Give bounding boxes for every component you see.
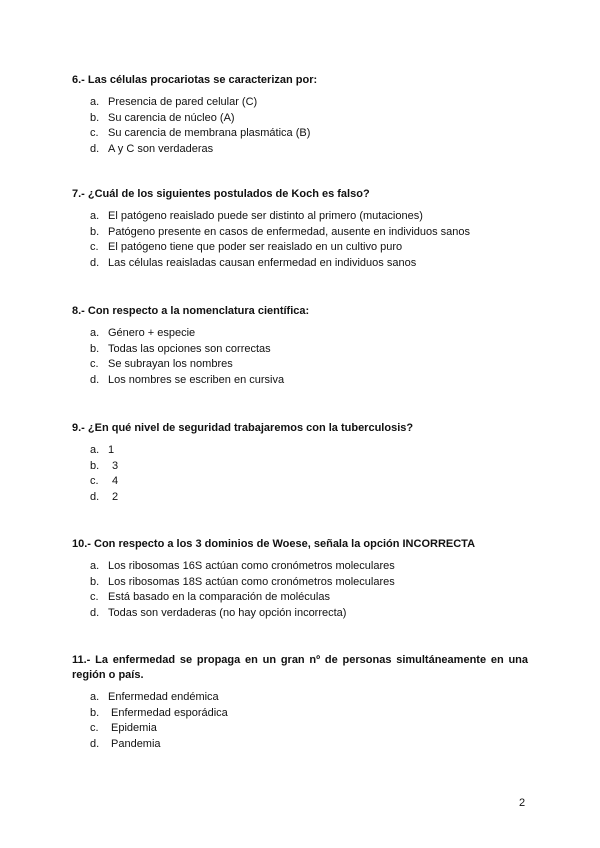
option-text: A y C son verdaderas (108, 142, 214, 155)
option-text: El patógeno reaislado puede ser distinto al primero (mutaciones) (108, 210, 423, 222)
option-letter: d. (90, 606, 100, 619)
options-list (72, 443, 528, 505)
option-item (72, 590, 528, 606)
option-item (72, 126, 528, 142)
option-text: Género + especie (108, 327, 196, 339)
option-item (72, 240, 528, 256)
option-text: Su carencia de membrana plasmática (B) (108, 127, 311, 139)
option-letter: c. (90, 241, 99, 253)
option-letter: b. (90, 706, 100, 719)
options-list (72, 326, 528, 388)
option-item (72, 490, 528, 506)
option-letter: c. (90, 475, 99, 487)
option-item (72, 721, 528, 737)
option-text: Enfermedad endémica (108, 691, 219, 703)
option-text: Patógeno presente en casos de enfermedad, ausente en individuos sanos (108, 225, 471, 238)
option-text: Los ribosomas 18S actúan como cronómetros moleculares (108, 575, 395, 588)
option-text: Epidemia (111, 722, 157, 734)
option-letter: c. (90, 127, 99, 139)
option-text: El patógeno tiene que poder ser reaislado en un cultivo puro (108, 241, 403, 253)
question-title: 10.- Con respecto a los 3 dominios de Woese, señala la opción INCORRECTA (72, 538, 476, 550)
option-letter: a. (90, 444, 100, 456)
option-letter: a. (90, 210, 100, 222)
option-text: Pandemia (111, 737, 161, 750)
option-text: Todas las opciones son correctas (108, 342, 271, 355)
question-title: 6.- Las células procariotas se caracterizan por: (72, 74, 318, 86)
option-letter: d. (90, 142, 100, 155)
option-item (72, 737, 528, 753)
option-item (72, 225, 528, 241)
option-letter: d. (90, 256, 100, 269)
option-text: 1 (108, 444, 115, 456)
option-item (72, 606, 528, 622)
option-letter: a. (90, 560, 100, 572)
question-title: 8.- Con respecto a la nomenclatura científica: (72, 305, 310, 317)
question-8 (72, 304, 528, 388)
page-number: 2 (519, 797, 526, 809)
option-letter: b. (90, 575, 100, 588)
options-list (72, 690, 528, 752)
options-list (72, 209, 528, 271)
option-item (72, 209, 528, 225)
question-6 (72, 73, 528, 157)
option-text: Las células reaisladas causan enfermedad en individuos sanos (108, 256, 417, 269)
option-text: 3 (112, 459, 119, 472)
option-item (72, 373, 528, 389)
option-letter: c. (90, 722, 99, 734)
option-letter: a. (90, 691, 100, 703)
question-title: 9.- ¿En qué nivel de seguridad trabajaremos con la tuberculosis? (72, 422, 414, 434)
option-text: Está basado en la comparación de moléculas (108, 591, 330, 603)
option-item (72, 357, 528, 373)
option-text: 2 (112, 490, 119, 503)
option-letter: b. (90, 225, 100, 238)
option-text: Los nombres se escriben en cursiva (108, 373, 285, 386)
option-item (72, 326, 528, 342)
option-letter: b. (90, 459, 100, 472)
option-letter: b. (90, 111, 100, 124)
question-11 (72, 653, 528, 752)
option-text: Presencia de pared celular (C) (108, 96, 258, 108)
option-item (72, 142, 528, 158)
options-list (72, 95, 528, 157)
option-letter: a. (90, 96, 100, 108)
option-item (72, 706, 528, 722)
option-item (72, 474, 528, 490)
option-text: Se subrayan los nombres (108, 358, 233, 370)
option-item (72, 443, 528, 459)
options-list (72, 559, 528, 621)
question-title: 7.- ¿Cuál de los siguientes postulados de Koch es falso? (72, 188, 370, 200)
option-item (72, 111, 528, 127)
question-7 (72, 187, 528, 271)
option-text: Su carencia de núcleo (A) (108, 111, 235, 124)
option-text: Enfermedad esporádica (111, 706, 228, 719)
option-letter: d. (90, 373, 100, 386)
option-letter: d. (90, 490, 100, 503)
option-letter: d. (90, 737, 100, 750)
question-title: 11.- La enfermedad se propaga en un gran nº de personas simultáneamente en una región o país. (72, 654, 528, 681)
option-text: Los ribosomas 16S actúan como cronómetros moleculares (108, 560, 395, 572)
option-item (72, 690, 528, 706)
option-item (72, 559, 528, 575)
question-9 (72, 421, 528, 505)
option-item (72, 575, 528, 591)
option-letter: b. (90, 342, 100, 355)
option-letter: c. (90, 591, 99, 603)
option-text: 4 (112, 475, 119, 487)
option-item (72, 459, 528, 475)
option-item (72, 342, 528, 358)
option-letter: a. (90, 327, 100, 339)
option-text: Todas son verdaderas (no hay opción incorrecta) (108, 606, 347, 619)
option-letter: c. (90, 358, 99, 370)
option-item (72, 95, 528, 111)
question-10 (72, 537, 528, 621)
option-item (72, 256, 528, 272)
